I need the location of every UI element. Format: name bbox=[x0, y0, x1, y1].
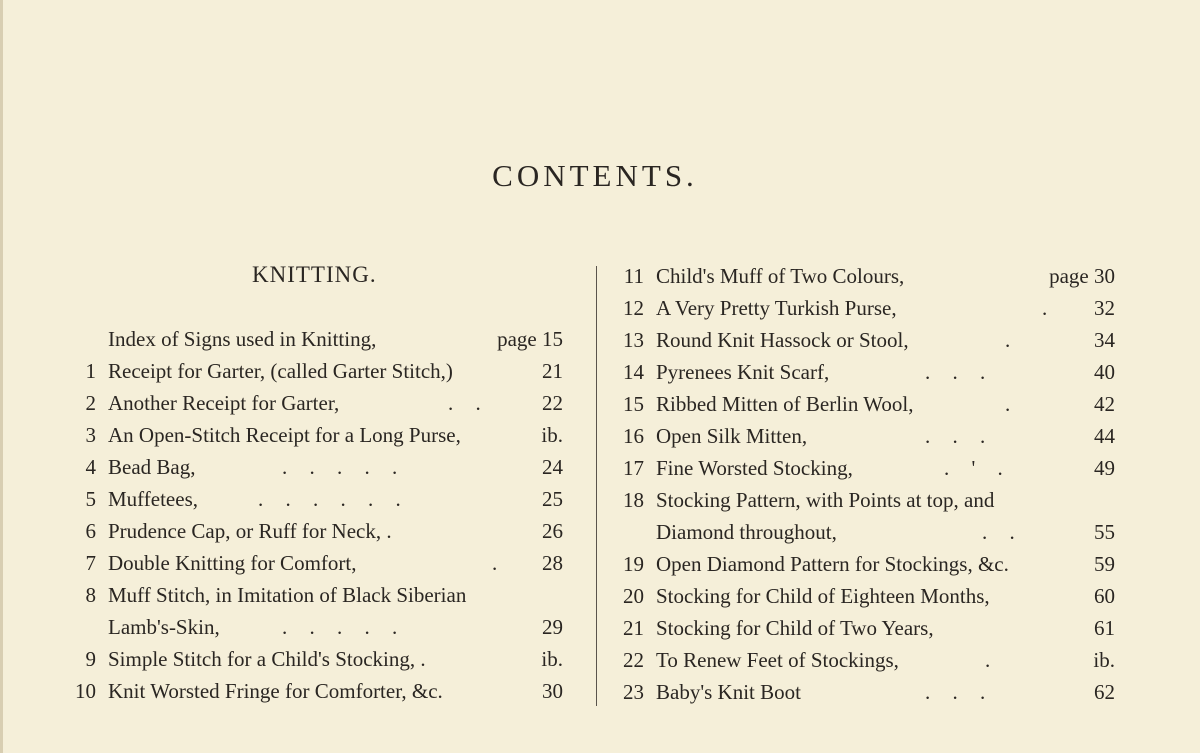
entry-title: Stocking for Child of Two Years, bbox=[656, 616, 934, 640]
entry-title: Double Knitting for Comfort, bbox=[108, 551, 357, 575]
entry-number: 13 bbox=[623, 328, 644, 352]
entry-title: Receipt for Garter, (called Garter Stitch,) bbox=[108, 359, 453, 383]
entry-page-number: 59 bbox=[1094, 552, 1115, 576]
entry-number: 22 bbox=[623, 648, 644, 672]
entry-page-number: 24 bbox=[542, 455, 563, 479]
dot-leader: . . . . . . bbox=[258, 487, 401, 511]
entry-page-number: 61 bbox=[1094, 616, 1115, 640]
entry-title: Round Knit Hassock or Stool, bbox=[656, 328, 909, 352]
entry-number: 7 bbox=[85, 551, 96, 575]
entry-title: Another Receipt for Garter, bbox=[108, 391, 340, 415]
entry-number: 14 bbox=[623, 360, 644, 384]
dot-leader: . bbox=[1005, 328, 1011, 352]
entry-title: Lamb's-Skin, bbox=[108, 615, 220, 639]
page-title: CONTENTS. bbox=[492, 158, 698, 193]
entry-number: 9 bbox=[85, 647, 96, 671]
dot-leader: . bbox=[985, 648, 991, 672]
entry-number: 15 bbox=[623, 392, 644, 416]
entry-title: An Open-Stitch Receipt for a Long Purse, bbox=[108, 423, 461, 447]
dot-leader: . . . bbox=[925, 680, 986, 704]
entry-page-number: 26 bbox=[542, 519, 563, 543]
dot-leader: . bbox=[1005, 392, 1011, 416]
toc-entry bbox=[0, 516, 1200, 548]
entry-title: Open Diamond Pattern for Stockings, &c. bbox=[656, 552, 1009, 576]
entry-page-number: 49 bbox=[1094, 456, 1115, 480]
entry-page-number: page 30 bbox=[1049, 264, 1115, 288]
entry-number: 23 bbox=[623, 680, 644, 704]
entry-page-number: 30 bbox=[542, 679, 563, 703]
entry-title: Index of Signs used in Knitting, bbox=[108, 327, 377, 351]
entry-page-number: 44 bbox=[1094, 424, 1115, 448]
toc-entry bbox=[0, 324, 1200, 356]
entry-number: 19 bbox=[623, 552, 644, 576]
entry-number: 6 bbox=[85, 519, 96, 543]
dot-leader: . . . bbox=[925, 424, 986, 448]
entry-page-number: 21 bbox=[542, 359, 563, 383]
entry-title: Simple Stitch for a Child's Stocking, . bbox=[108, 647, 426, 671]
entry-number: 8 bbox=[85, 583, 96, 607]
toc-entry bbox=[0, 644, 1200, 676]
entry-page-number: 62 bbox=[1094, 680, 1115, 704]
entry-number: 11 bbox=[623, 264, 644, 288]
entry-page-number: ib. bbox=[1093, 648, 1115, 672]
entry-number: 18 bbox=[623, 488, 644, 512]
entry-title: Baby's Knit Boot bbox=[656, 680, 801, 704]
entry-title: Child's Muff of Two Colours, bbox=[656, 264, 905, 288]
entry-title: Muff Stitch, in Imitation of Black Siberian bbox=[108, 583, 467, 607]
entry-page-number: ib. bbox=[541, 647, 563, 671]
toc-entry bbox=[0, 356, 1200, 388]
entry-number: 10 bbox=[75, 679, 96, 703]
entry-title: Prudence Cap, or Ruff for Neck, . bbox=[108, 519, 392, 543]
entry-number: 1 bbox=[85, 359, 96, 383]
dot-leader: . . bbox=[448, 391, 481, 415]
dot-leader: . bbox=[1042, 296, 1048, 320]
entry-page-number: 60 bbox=[1094, 584, 1115, 608]
entry-number: 17 bbox=[623, 456, 644, 480]
entry-page-number: page 15 bbox=[497, 327, 563, 351]
toc-entry bbox=[0, 452, 1200, 484]
entry-title: Knit Worsted Fringe for Comforter, &c. bbox=[108, 679, 443, 703]
entry-page-number: 29 bbox=[542, 615, 563, 639]
entry-number: 3 bbox=[85, 423, 96, 447]
toc-entry bbox=[0, 676, 1200, 708]
entry-title: Open Silk Mitten, bbox=[656, 424, 808, 448]
entry-page-number: 28 bbox=[542, 551, 563, 575]
entry-page-number: ib. bbox=[541, 423, 563, 447]
dot-leader: . bbox=[492, 551, 498, 575]
entry-page-number: 25 bbox=[542, 487, 563, 511]
dot-leader: . ' . bbox=[944, 456, 1003, 480]
toc-entry bbox=[0, 548, 1200, 580]
dot-leader: . . . . . bbox=[282, 455, 398, 479]
dot-leader: . . bbox=[982, 520, 1015, 544]
toc-entry bbox=[0, 484, 1200, 516]
entry-number: 20 bbox=[623, 584, 644, 608]
entry-title: Diamond throughout, bbox=[656, 520, 837, 544]
entry-page-number: 22 bbox=[542, 391, 563, 415]
entry-number: 4 bbox=[85, 455, 96, 479]
entry-title: Muffetees, bbox=[108, 487, 198, 511]
entry-title: Ribbed Mitten of Berlin Wool, bbox=[656, 392, 914, 416]
entry-title: Bead Bag, bbox=[108, 455, 196, 479]
entry-number: 2 bbox=[85, 391, 96, 415]
entry-title: To Renew Feet of Stockings, bbox=[656, 648, 899, 672]
entry-title: Stocking for Child of Eighteen Months, bbox=[656, 584, 990, 608]
toc-entry bbox=[0, 388, 1200, 420]
toc-entry bbox=[0, 420, 1200, 452]
toc-entry bbox=[0, 612, 1200, 644]
dot-leader: . . . bbox=[925, 360, 986, 384]
entry-page-number: 32 bbox=[1094, 296, 1115, 320]
section-heading: KNITTING. bbox=[252, 262, 377, 287]
entry-page-number: 42 bbox=[1094, 392, 1115, 416]
entry-page-number: 55 bbox=[1094, 520, 1115, 544]
entry-title: Fine Worsted Stocking, bbox=[656, 456, 853, 480]
toc-entry bbox=[0, 260, 1200, 292]
entry-number: 12 bbox=[623, 296, 644, 320]
entry-title: A Very Pretty Turkish Purse, bbox=[656, 296, 897, 320]
toc-entry bbox=[0, 580, 1200, 612]
entry-number: 5 bbox=[85, 487, 96, 511]
entry-title: Stocking Pattern, with Points at top, and bbox=[656, 488, 995, 512]
dot-leader: . . . . . bbox=[282, 615, 398, 639]
entry-number: 21 bbox=[623, 616, 644, 640]
entry-page-number: 40 bbox=[1094, 360, 1115, 384]
toc-entry bbox=[0, 292, 1200, 324]
entry-page-number: 34 bbox=[1094, 328, 1115, 352]
entry-title: Pyrenees Knit Scarf, bbox=[656, 360, 830, 384]
entry-number: 16 bbox=[623, 424, 644, 448]
